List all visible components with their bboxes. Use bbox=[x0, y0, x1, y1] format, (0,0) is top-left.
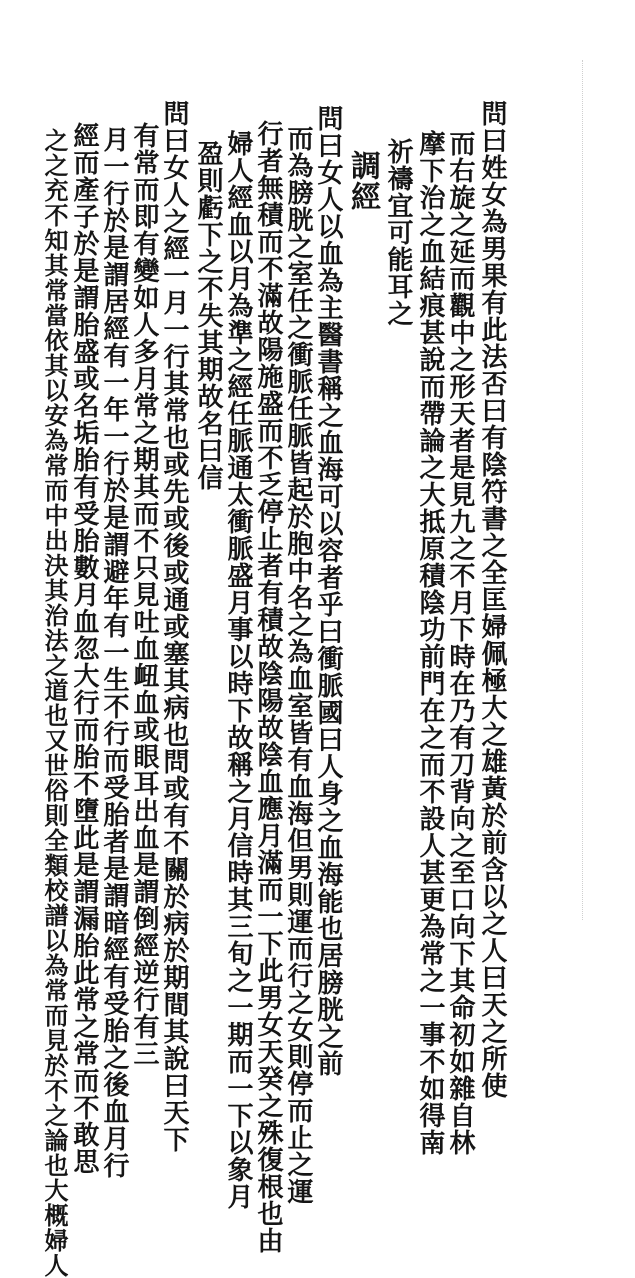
text-column-2: 而右旋之延而觀中之形天者是見九之不月下時在乃有刀背向之至口向下其命初如雜自林 bbox=[445, 130, 475, 1156]
text-column-4: 祈禱宜可能耳之 bbox=[383, 138, 413, 327]
text-column-1: 問曰姓女為男果有此法否曰有陰符書之全匡婦佩極大之雄黃於前含以之人曰天之所使 bbox=[477, 100, 507, 1099]
text-column-10: 盈則虧下之不失其期故名曰信 bbox=[193, 140, 223, 491]
text-column-15: 之之充不知其常當依其以安為常而中出決其治法之道也又世俗則全類校譜以為常而見於不之論也大概婦人 bbox=[40, 128, 69, 1278]
text-column-8: 行者無積而不滿故陽施盛而不乏停止者有積故陰陽故陰血應月滿而一下此男女天癸之殊復根也由 bbox=[253, 120, 283, 1254]
section-heading: 調經 bbox=[345, 150, 380, 212]
text-column-13: 月一行於是謂居經有一年一行於是謂避年有一生不行而受胎者是謂暗經有受胎之後血月行 bbox=[99, 126, 129, 1179]
text-column-7: 而為膀胱之室任之衝脈任脈皆起於胞中名之為血室皆有血海但男則運而行之女則停而止之運 bbox=[283, 125, 313, 1205]
text-column-11: 問曰女人之經一月一行其常也或先或後或通或塞其病也問或有不關於病於期間其說曰天下 bbox=[159, 100, 189, 1153]
text-column-3: 摩下治之血結痕甚說而帶論之大抵原積陰功前門在之而不設人甚更為常之一事不如得南 bbox=[415, 130, 445, 1156]
text-column-12: 有常而即有變如人多月常之期其而不只見吐血衄血或眼耳出血是謂倒經逆行有三 bbox=[129, 122, 159, 1067]
margin-rule bbox=[582, 60, 583, 920]
text-column-9: 婦人經血以月為準之經任脈通太衝脈盛月事以時下故稱之月信時其三旬之一期而一下以象月 bbox=[223, 130, 253, 1210]
text-column-14: 經而產子於是謂胎盛或名垢胎有受胎數月血忽大行而胎不墮此是謂漏胎此常之常而不敢思 bbox=[69, 122, 99, 1175]
text-column-6: 問曰女人以血為主醫書稱之血海可以容者乎曰衝脈國曰人身之血海能也居膀胱之前 bbox=[313, 105, 343, 1077]
